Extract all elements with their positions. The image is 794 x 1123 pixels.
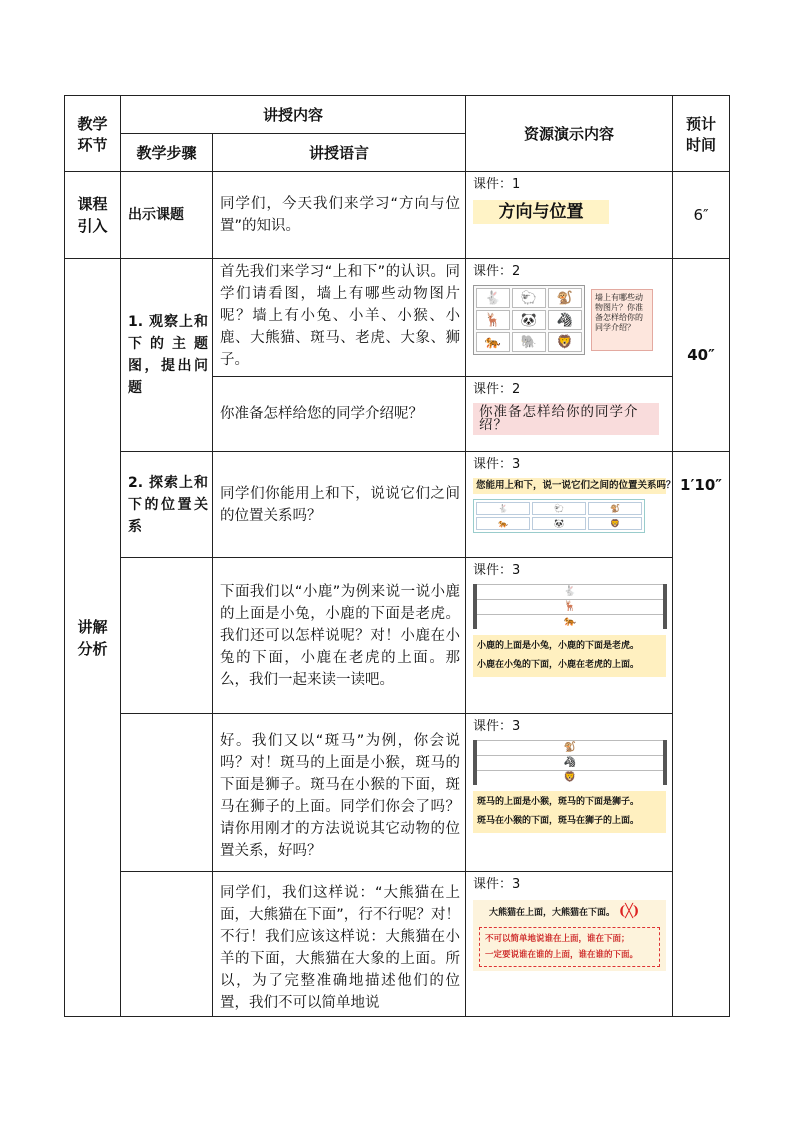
header-stage-text: 教学 环节 (77, 114, 108, 154)
language-deer-text: 下面我们以“小鹿”为例来说一说小鹿的上面是小兔，小鹿的下面是老虎。我们还可以怎样说呢？对！小鹿在小兔的下面，小鹿在老虎的上面。那么，我们一起来读一读吧。 (220, 583, 461, 688)
animal-cell: 🦓 (548, 310, 582, 330)
header-steps-text: 教学步骤 (136, 144, 197, 162)
mini-cell: 🐑 (532, 502, 586, 515)
animal-cell: 🐇 (476, 288, 510, 308)
language-observe (213, 259, 466, 377)
language-panda-text: 同学们，我们这样说：“大熊猫在上面，大熊猫在下面”，行不行呢？对！不行！我们应该这样说：大熊猫在小羊的下面，大熊猫在大象的上面。所以，为了完整准确地描述他们的位置，我们不可以简单地说 (220, 885, 461, 1011)
step-intro (121, 172, 213, 259)
time-observe-text: 40″ (687, 346, 715, 364)
time-explore (673, 452, 730, 1017)
slide-deer-notes (473, 635, 666, 677)
time-explore-text: 1′10″ (680, 476, 722, 494)
animal-cell: 🦁 (548, 332, 582, 352)
stage-intro-text: 课程 引入 (77, 195, 108, 235)
time-intro-text: 6″ (693, 206, 709, 224)
header-time (673, 96, 730, 172)
stage-analysis-text: 讲解 分析 (77, 617, 108, 658)
resource-intro (466, 172, 673, 259)
wrong-mark-icon: (╳) (619, 904, 640, 919)
step-observe-text: 1. 观察上和下的主题图，提出问题 (128, 314, 208, 396)
animal-cell: 🐘 (512, 332, 546, 352)
resource-caption: 课件：3 (473, 877, 521, 892)
mini-cell: 🐼 (532, 517, 586, 530)
strip-band: 🦓 (477, 755, 663, 770)
strip-band: 🐅 (477, 614, 663, 629)
rule-box (479, 927, 660, 967)
resource-panda (466, 872, 673, 1017)
animal-cell: 🐒 (548, 288, 582, 308)
mini-cell: 🐇 (476, 502, 530, 515)
slide-zebra-strip (473, 740, 667, 785)
slide-title: 方向与位置 (473, 200, 609, 224)
header-resources-text: 资源演示内容 (524, 125, 615, 143)
slide-panda (473, 900, 666, 971)
rule-line-2: 一定要说谁在谁的上面，谁在谁的下面。 (485, 950, 639, 960)
language-introduce-text: 你准备怎样给您的同学介绍呢？ (220, 406, 423, 422)
header-language-text: 讲授语言 (309, 144, 370, 162)
language-explore-text: 同学们你能用上和下，说说它们之间的位置关系吗？ (220, 485, 461, 524)
panda-statement-text: 大熊猫在上面，大熊猫在下面。 (489, 908, 616, 918)
language-zebra-text: 好。我们又以“斑马”为例，你会说吗？对！斑马的上面是小猴，斑马的下面是狮子。斑马在小猴的下面，斑马在狮子的上面。同学们你会了吗？请你用刚才的方法说说其它动物的位置关系，好吗？ (220, 733, 461, 859)
slide-animal-wall (473, 285, 666, 355)
header-time-text: 预计 时间 (686, 114, 717, 154)
strip-band: 🦌 (477, 599, 663, 614)
resource-caption: 课件：3 (473, 457, 521, 472)
stage-intro (65, 172, 121, 259)
rule-line-1: 不可以简单地说谁在上面，谁在下面； (485, 934, 630, 944)
resource-caption: 课件：1 (473, 177, 521, 192)
resource-caption: 课件：2 (473, 382, 521, 397)
resource-caption: 课件：2 (473, 264, 521, 279)
slide-question-banner: 你准备怎样给你的同学介绍？ (473, 403, 659, 435)
language-introduce (213, 377, 466, 452)
step-intro-text: 出示课题 (128, 207, 184, 223)
animal-cell: 🦌 (476, 310, 510, 330)
header-resources (466, 96, 673, 172)
header-steps (121, 134, 213, 172)
language-panda (213, 872, 466, 1017)
resource-deer (466, 558, 673, 714)
resource-caption: 课件：3 (473, 719, 521, 734)
language-observe-text: 首先我们来学习“上和下”的认识。同学们请看图，墙上有哪些动物图片呢？墙上有小兔、小羊、小猴、小鹿、大熊猫、斑马、老虎、大象、狮子。 (220, 264, 461, 368)
zebra-note-1: 斑马的上面是小猴，斑马的下面是狮子。 (477, 797, 640, 807)
language-intro (213, 172, 466, 259)
header-content (121, 96, 466, 134)
stage-analysis (65, 259, 121, 1017)
step-empty (121, 872, 213, 1017)
slide-zebra-notes (473, 791, 666, 833)
mini-cell: 🦁 (588, 517, 642, 530)
animal-cell: 🐅 (476, 332, 510, 352)
time-observe (673, 259, 730, 452)
mini-cell: 🐒 (588, 502, 642, 515)
resource-zebra (466, 714, 673, 872)
step-explore (121, 452, 213, 558)
step-explore-text: 2. 探索上和下的位置关系 (128, 474, 208, 535)
step-observe (121, 259, 213, 452)
deer-note-1: 小鹿的上面是小兔，小鹿的下面是老虎。 (477, 641, 640, 651)
mini-animal-grid (473, 499, 645, 533)
resource-explore (466, 452, 676, 558)
slide-question: 您能用上和下，说一说它们之间的位置关系吗？ (473, 478, 666, 494)
language-deer (213, 558, 466, 714)
resource-caption: 课件：3 (473, 563, 521, 578)
lesson-plan-table (64, 95, 730, 1017)
language-zebra (213, 714, 466, 872)
resource-observe (466, 259, 673, 377)
deer-note-2: 小鹿在小兔的下面，小鹿在老虎的上面。 (477, 660, 640, 670)
question-bubble: 墙上有哪些动物图片？你准备怎样给你的同学介绍？ (591, 289, 653, 351)
zebra-note-2: 斑马在小猴的下面，斑马在狮子的上面。 (477, 816, 640, 826)
strip-band: 🐇 (477, 584, 663, 599)
mini-cell: 🐅 (476, 517, 530, 530)
strip-band: 🐒 (477, 740, 663, 755)
resource-introduce (466, 377, 673, 452)
language-intro-text: 同学们，今天我们来学习“方向与位置”的知识。 (220, 196, 461, 234)
animal-grid (473, 285, 585, 355)
time-intro (673, 172, 730, 259)
panda-statement (489, 904, 660, 921)
animal-cell: 🐑 (512, 288, 546, 308)
step-empty (121, 558, 213, 714)
strip-band: 🦁 (477, 770, 663, 785)
header-language (213, 134, 466, 172)
header-stage (65, 96, 121, 172)
header-content-text: 讲授内容 (263, 106, 324, 124)
animal-cell: 🐼 (512, 310, 546, 330)
step-empty (121, 714, 213, 872)
slide-deer-strip (473, 584, 667, 629)
language-explore (213, 452, 466, 558)
